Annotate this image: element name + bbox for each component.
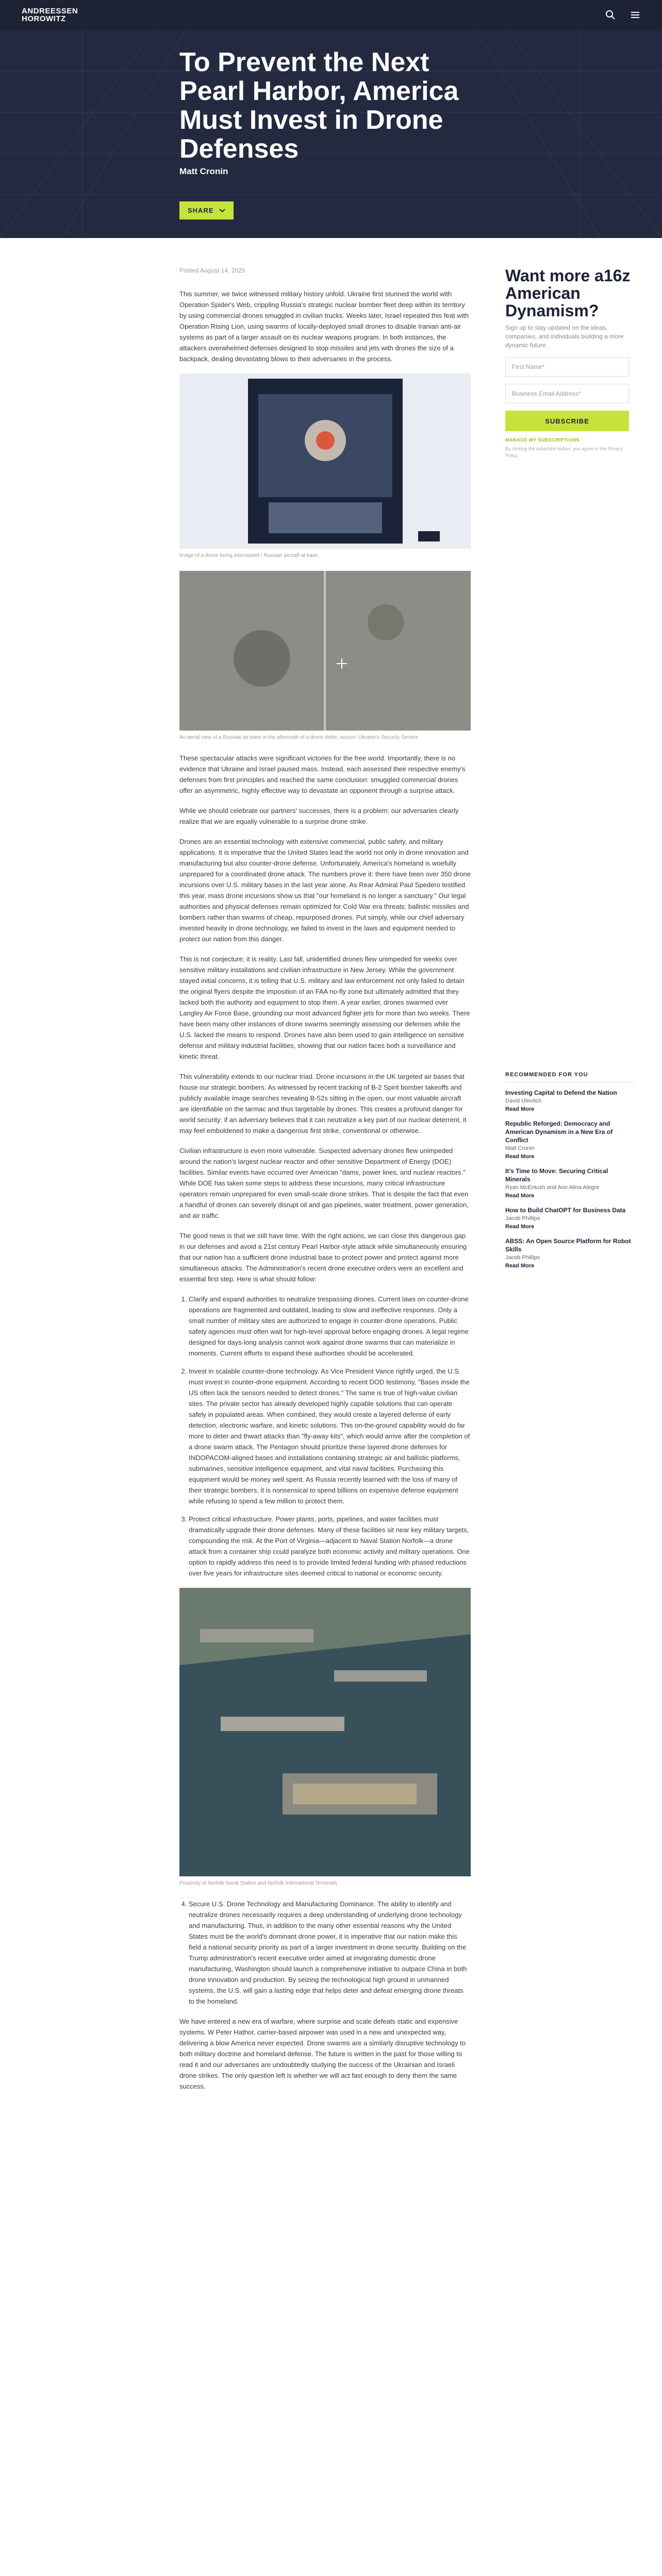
figure-airbase (179, 571, 471, 731)
recommendations-list-cont (179, 1899, 471, 2007)
airbase-photo (179, 571, 471, 731)
figure-caption: An aerial view of a Russian air base in the aftermath of a drone strike, source: Ukraine's Security Service (179, 735, 419, 740)
subscribe-button[interactable]: SUBSCRIBE (505, 411, 629, 431)
watermark-logo (418, 531, 440, 541)
recommended-item[interactable]: ABSS: An Open Source Platform for Robot Skills Jacob Phillips Read More (505, 1238, 631, 1269)
search-icon[interactable] (605, 10, 616, 20)
menu-icon[interactable] (630, 10, 640, 20)
share-button[interactable]: SHARE (179, 201, 234, 219)
email-input[interactable]: Business Email Address* (505, 384, 629, 403)
top-nav (0, 0, 662, 30)
recommended-item[interactable]: It's Time to Move: Securing Critical Minerals Ryan McEntush and Ann Alina Alegre Read More (505, 1167, 608, 1199)
recommendations-list (179, 1294, 471, 1579)
list-item: 2. Invest in scalable counter-drone technology. As Vice President Vance rightly urged, the U.S. must invest in counter-drone equipment. According to recent DOD testimony, "Bases inside the US often lack the sensors needed to detect drones." The same is true of high-value civilian sites. The private sector has already developed highly capable solutions that can operate safely in populated areas. When combined, they would create a layered defense of early detection, electronic warfare, and kinetic solutions. This on-the-ground capability would do far more to deter and thwart attacks than "fly-away kits", which would arrive after the completion of a drone swarm attack. The Pentagon should prioritize these layered drone defenses for INDOPACOM-aligned bases and installations containing strategic air and ballistic platforms, submarines, sensitive intelligence equipment, and vital naval facilities. Purchasing this equipment would be money well spent. As Russia recently learned with the loss of many of their strategic bombers, it is nonsensical to spend billions on expensive defense equipment while refusing to spend a few million to protect them. (189, 1366, 471, 1506)
top-icons (605, 10, 640, 20)
hero (0, 30, 662, 238)
paragraph: This is not conjecture; it is reality. Last fall, unidentified drones flew unimpeded for weeks over sensitive military installations and civilian infrastructure in New Jersey. While the government stayed initial concerns, it is telling that U.S. military and law enforcement not only failed to detain the original flyers despite the imposition of an FAA no-fly zone but ultimately admitted that they lacked both the authority and equipment to stop them. A year earlier, drones swarmed over Langley Air Force Base, grounding our most advanced fighter jets for more than two weeks. There have been many other instances of drone swarms seemingly assessing our defenses while the U.S. lacked the means to respond. Drones have also been used to gain intelligence on sensitive defense and military industrial facilities, showing that our nation faces both a surveillance and kinetic threat. (179, 955, 470, 1060)
chevron-down-icon (219, 209, 225, 213)
sidebar-desc: Sign up to stay updated on the ideas, companies, and individuals building a more dynamic future. (505, 324, 624, 349)
figure-drone (179, 374, 471, 549)
paragraph: These spectacular attacks were significant victories for the free world. Importantly, there is no evidence that Ukraine and Israel paused mass. Instead, each assessed their respective enemy's defenses from first principles and reached the same conclusion: smuggled commercial drones offer an asymmetric, highly effective way to devastate an opponent through a surprise attack. (179, 754, 466, 794)
a16z-logo[interactable]: ANDREESSEN HOROWITZ (22, 7, 78, 23)
recommended-section (505, 1072, 634, 1276)
drone-photo (248, 379, 403, 544)
figure-caption: Image of a drone being intercepted / Russian aircraft at base (179, 553, 318, 558)
recommended-heading: RECOMMENDED FOR YOU (505, 1072, 634, 1082)
paragraph: The good news is that we still have time. With the right actions, we can close this dangerous gap in our defenses and avoid a 21st century Pearl Harbor-style attack while simultaneously ensuring that our nation has a sufficient drone industrial base to protect power and protect against more simultaneous attacks. The Administration's recent drone executive orders were an excellent and essential first step. Here is what should follow: (179, 1232, 467, 1283)
paragraph: This vulnerability extends to our nuclear triad. Drone incursions in the UK targeted air bases that house our strategic bombers. As witnessed by recent tracking of B-2 Spirit bomber takeoffs and publicly available image searches revealing B-52s sitting in the open, our most valuable aircraft are identifiable on the tarmac and thus targetable by drones. This creates a profound danger for world security: if an adversary believes that it can neutralize a key part of our nuclear deterrent, it may feel emboldened to make a dangerous first strike, conventional or otherwise. (179, 1073, 467, 1134)
posted-date: Posted August 14, 2025 (179, 267, 245, 274)
figure-caption: Proximity of Norfolk Naval Station and Norfolk International Terminals (179, 1880, 338, 1886)
article-title: To Prevent the Next Pearl Harbor, America Must Invest in Drone Defenses (179, 47, 459, 164)
paragraph: While we should celebrate our partners' successes, there is a problem: our adversaries clearly realize that we are equally vulnerable to a surprise drone strike. (179, 807, 459, 825)
list-item: 4. Secure U.S. Drone Technology and Manufacturing Dominance. The ability to identify and neutralize drones necessarily requires a deep understanding of underlying drone technology and manufacturing. Thus, in addition to the many other essential reasons why the United States must be the world's dominant drone power, it is imperative that our nation make this field a national security priority as part of a larger investment in drone security. Building on the Trump administration's recent executive order aimed at invigorating domestic drone manufacturing, Washington should launch a comprehensive initiative to outpace China in both drone innovation and production. By seizing the technological high ground in unmanned systems, the U.S. will gain a lasting edge that helps deter and defeat emerging drone threats to the homeland. (189, 1899, 471, 2007)
list-item: 3. Protect critical infrastructure. Power plants, ports, pipelines, and water facilities must dramatically upgrade their drone defenses. Many of these facilities sit near key military targets, compounding the risk. At the Port of Virginia—adjacent to Naval Station Norfolk—a drone attack from a container ship could paralyze both economic activity and military operations. One option to rapidly address this need is to provide limited federal funding with phased reductions over five years for infrastructure sites deemed critical to national or economic security. (189, 1514, 471, 1579)
sidebar-title: Want more a16z American Dynamism? (505, 266, 631, 320)
terms-text: By clicking the subscribe button, you agree to the Privacy Policy. (505, 446, 623, 458)
recommended-item[interactable]: Investing Capital to Defend the Nation David Ulevitch Read More (505, 1089, 617, 1112)
first-name-input[interactable]: First Name* (505, 357, 629, 377)
paragraph: We have entered a new era of warfare, where surprise and scale defeats static and expensive systems. W Peter Hathor, carrier-based airpower was used in a new and unexpected way, delivering a blow America never expected. Drone swarms are a similarly disruptive technology to both military doctrine and homeland defense. The future is written in the past for those willing to read it and our adversaries are undoubtedly studying the success of the Ukrainian and Israeli drone strikes. The only question left is whether we will act fast enough to deny them the same success. (179, 2018, 466, 2090)
list-item: 1. Clarify and expand authorities to neutralize trespassing drones. Current laws on counter-drone operations are fragmented and outdated, leading to slow and ineffective responses. Only a small number of military sites are authorized to engage in counter-drone operations. Public safety agencies must often wait for high-level approval before engaging drones. A legal regime designed for days-long analysis cannot work against drone swarms that can materialize in moments. Current efforts to expand these authorities should be accelerated. (189, 1294, 471, 1359)
recommended-item[interactable]: Republic Reforged: Democracy and American Dynamism in a New Era of Conflict Matt Cronin Read More (505, 1120, 613, 1160)
figure-norfolk (179, 1588, 471, 1876)
hero-author[interactable]: Matt Cronin (179, 166, 228, 176)
norfolk-aerial-photo (179, 1588, 471, 1876)
sidebar-signup (505, 267, 634, 459)
recommended-item[interactable]: How to Build ChatOPT for Business Data Jacob Phillips Read More (505, 1207, 626, 1230)
manage-subscriptions-link[interactable]: MANAGE MY SUBSCRIPTIONS (505, 437, 580, 443)
article-body (179, 267, 471, 2101)
paragraph: Drones are an essential technology with extensive commercial, public safety, and military applications. It is imperative that the United States lead the world not only in drone innovation and manufacturing but also counter-drone defense. Unfortunately, America's homeland is woefully unprepared for a coordinated drone attack. The numbers prove it: there have been over 350 drone incursions over U.S. military bases in the last year alone. As Rear Admiral Paul Spedero testified this year, mass drone incursions show us that "our homeland is no longer a sanctuary." Our legal authorities and physical defenses remain optimized for Cold War era threats: ballistic missiles and bombers rather than swarms of cheap, repurposed drones. Put simply, while our chief adversary invested heavily in drone technology, we failed to invest in the laws and equipment needed to protect our nation from this danger. (179, 838, 471, 943)
paragraph: Civilian infrastructure is even more vulnerable. Suspected adversary drones flew unimpeded around the nation's largest nuclear reactor and other sensitive Department of Energy (DOE) facilities. Similar events have occurred over American "dams, power lines, and nuclear reactors." While DOE has taken some steps to address these incursions, many critical infrastructure operators remain unprepared for even small-scale drone strikes. That is despite the fact that even a handful of drones can severely disrupt oil and gas pipelines, water treatment, power generation, and air traffic. (179, 1147, 469, 1219)
paragraph: This summer, we twice witnessed military history unfold. Ukraine first stunned the world with Operation Spider's Web, crippling Russia's strategic nuclear bomber fleet deep within its territory by using commercial drones smuggled in civilian trucks. Weeks later, Israel repeated this feat with Operation Rising Lion, using swarms of locally-deployed small drones to disable Iranian anti-air systems as part of a larger assault on its nuclear weapons program. In both instances, the attackers overwhelmed defenses designed to stop missiles and jets with drones the size of a backpack, dealing devastating blows to their adversaries in the process. (179, 290, 469, 363)
